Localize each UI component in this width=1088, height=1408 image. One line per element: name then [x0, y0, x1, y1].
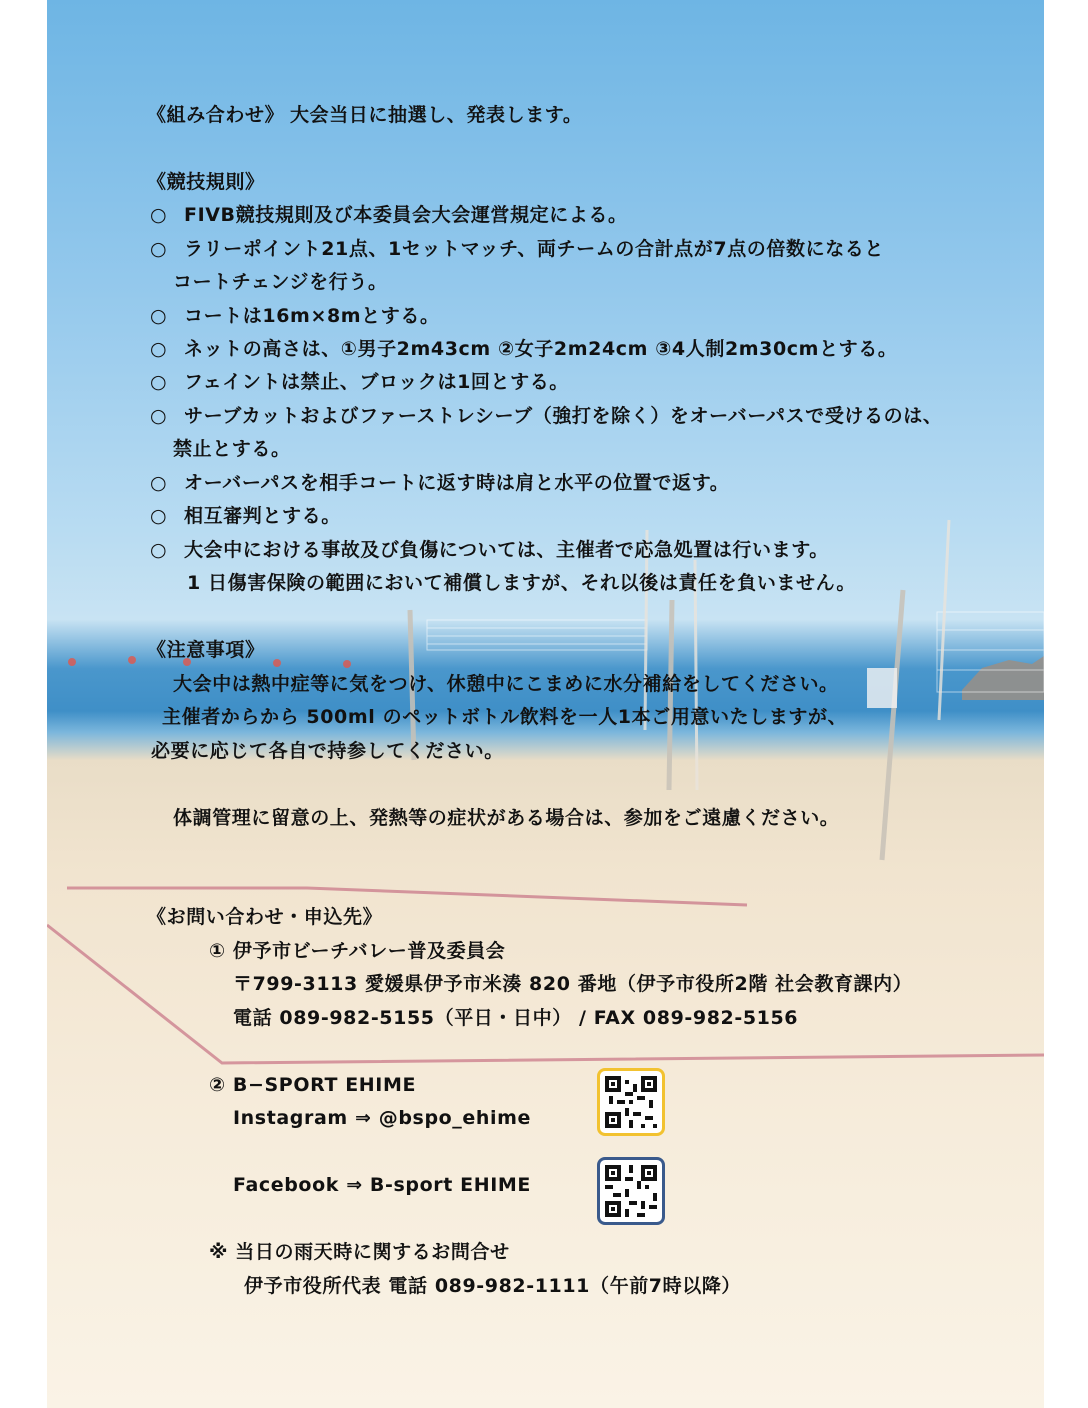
rule-bullet: ○	[150, 338, 168, 360]
org2-title: ② B−SPORT EHIME	[209, 1074, 417, 1096]
rule-item-continued: 1 日傷害保険の範囲において補償しますが、それ以後は責任を負いません。	[187, 572, 856, 594]
rules-heading: 《競技規則》	[147, 171, 265, 193]
qr-pattern-icon	[605, 1076, 657, 1128]
instagram-qr-code[interactable]	[597, 1068, 665, 1136]
facebook-qr-code[interactable]	[597, 1157, 665, 1225]
kumiawase-text: 大会当日に抽選し、発表します。	[290, 104, 583, 126]
rule-bullet: ○	[150, 539, 168, 561]
flyer-content	[47, 0, 1044, 1408]
rule-bullet: ○	[150, 405, 168, 427]
rule-item: ラリーポイント21点、1セットマッチ、両チームの合計点が7点の倍数になると	[184, 238, 884, 260]
notes-line: 主催者からから 500ml のペットボトル飲料を一人1本ご用意いたしますが、	[162, 706, 848, 728]
rule-item: FIVB競技規則及び本委員会大会運営規定による。	[184, 204, 628, 226]
rule-item-continued: コートチェンジを行う。	[173, 271, 388, 293]
instagram-link[interactable]: Instagram ⇒ @bspo_ehime	[233, 1107, 532, 1129]
rule-item: オーバーパスを相手コートに返す時は肩と水平の位置で返す。	[184, 472, 730, 494]
org1-title: ① 伊予市ビーチバレー普及委員会	[209, 940, 506, 962]
facebook-link[interactable]: Facebook ⇒ B-sport EHIME	[233, 1174, 531, 1196]
notes-line: 体調管理に留意の上、発熱等の症状がある場合は、参加をご遠慮ください。	[173, 807, 840, 829]
notes-line: 大会中は熱中症等に気をつけ、休憩中にこまめに水分補給をしてください。	[173, 673, 839, 695]
org1-phone: 電話 089-982-5155（平日・日中） / FAX 089-982-5156	[233, 1007, 799, 1029]
rule-item: コートは16m×8mとする。	[184, 305, 440, 327]
contact-heading: 《お問い合わせ・申込先》	[147, 906, 383, 928]
flyer-page	[47, 0, 1044, 1408]
rain-title: ※ 当日の雨天時に関するお問合せ	[209, 1241, 510, 1263]
rule-bullet: ○	[150, 505, 168, 527]
rule-bullet: ○	[150, 238, 168, 260]
rain-detail: 伊予市役所代表 電話 089-982-1111（午前7時以降）	[244, 1275, 742, 1297]
rule-bullet: ○	[150, 472, 168, 494]
notes-heading: 《注意事項》	[147, 639, 265, 661]
rule-bullet: ○	[150, 371, 168, 393]
rule-item: ネットの高さは、①男子2m43cm ②女子2m24cm ③4人制2m30cmとする。	[184, 338, 898, 360]
rule-bullet: ○	[150, 204, 168, 226]
rule-item-continued: 禁止とする。	[173, 438, 291, 460]
notes-line: 必要に応じて各自で持参してください。	[151, 740, 504, 762]
rule-bullet: ○	[150, 305, 168, 327]
kumiawase-heading: 《組み合わせ》	[147, 104, 285, 126]
org1-address: 〒799-3113 愛媛県伊予市米湊 820 番地（伊予市役所2階 社会教育課内）	[233, 973, 913, 995]
rule-item: 大会中における事故及び負傷については、主催者で応急処置は行います。	[184, 539, 829, 561]
rule-item: フェイントは禁止、ブロックは1回とする。	[184, 371, 569, 393]
rule-item: 相互審判とする。	[184, 505, 341, 527]
qr-pattern-icon	[605, 1165, 657, 1217]
rule-item: サーブカットおよびファーストレシーブ（強打を除く）をオーバーパスで受けるのは、	[184, 405, 943, 427]
